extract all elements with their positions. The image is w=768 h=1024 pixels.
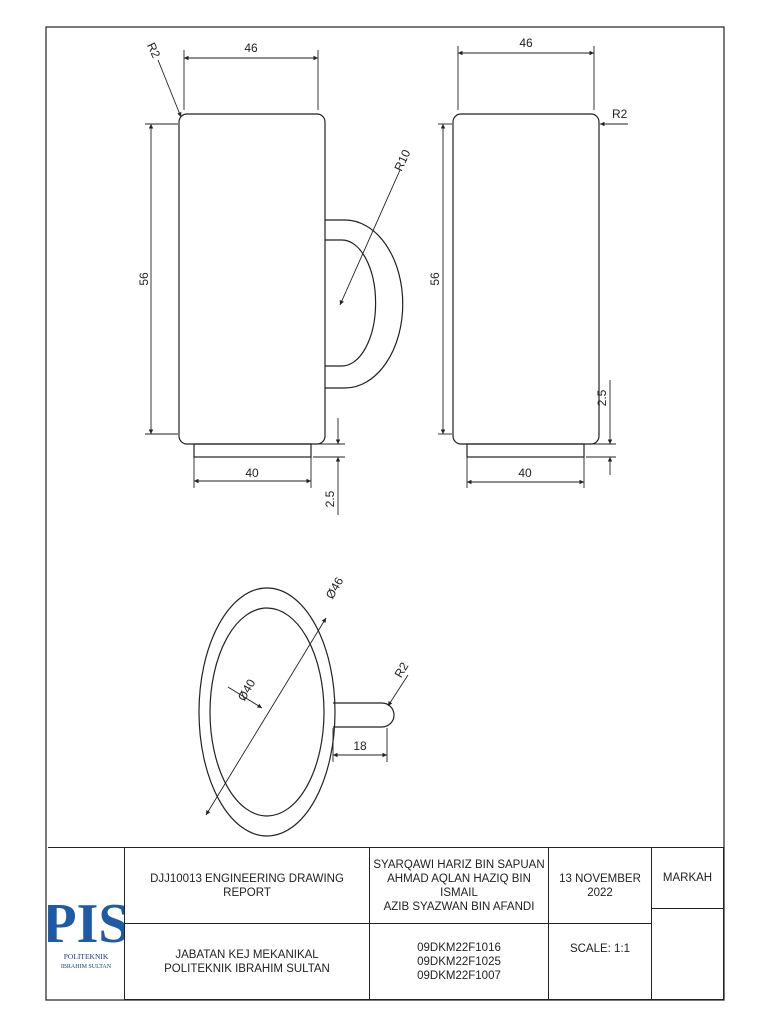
student-id-1: 09DKM22F1016 — [417, 941, 501, 954]
logo-sub-text-2: IBRAHIM SULTAN — [60, 964, 112, 970]
side-base-thickness-label: 2.5 — [595, 389, 609, 407]
student-name-1: SYARQAWI HARIZ BIN SAPUAN — [373, 858, 545, 871]
student-name-3: AZIB SYAZWAN BIN AFANDI — [383, 900, 535, 913]
front-handle-outer — [325, 220, 403, 388]
front-base — [194, 444, 311, 457]
course-cell — [124, 847, 370, 924]
student-id-3: 09DKM22F1007 — [417, 969, 501, 982]
marks-header-cell — [651, 847, 724, 909]
date-cell — [548, 847, 652, 924]
front-view — [179, 114, 403, 457]
side-view — [453, 114, 599, 457]
side-top-width-label: 46 — [519, 36, 533, 50]
front-handle-inner — [325, 240, 376, 366]
front-handle-radius-label: R10 — [391, 147, 414, 174]
front-corner-leader — [158, 60, 181, 117]
top-handle-radius-leader — [388, 675, 408, 706]
top-inner-circle — [210, 608, 324, 816]
front-base-width-label: 40 — [245, 466, 259, 480]
side-corner-radius-label: R2 — [612, 107, 628, 121]
scale-cell — [548, 923, 652, 1000]
side-base-width-label: 40 — [518, 466, 532, 480]
side-body — [453, 114, 599, 444]
department-name: JABATAN KEJ MEKANIKAL — [175, 948, 319, 961]
institution-logo — [48, 847, 125, 1000]
student-id-2: 09DKM22F1025 — [417, 955, 501, 968]
course-title: DJJ10013 ENGINEERING DRAWING REPORT — [150, 872, 344, 899]
top-handle-length-label: 18 — [353, 739, 367, 753]
top-view — [199, 588, 394, 836]
logo-main-text: PIS — [48, 893, 124, 955]
front-dimensions — [145, 50, 400, 515]
top-handle-radius-label: R2 — [391, 659, 412, 681]
marks-label: MARKAH — [662, 872, 713, 884]
front-handle-leader — [340, 170, 400, 305]
front-corner-radius-label: R2 — [144, 40, 164, 61]
scale-label: SCALE: 1:1 — [569, 943, 631, 955]
top-outer-circle — [199, 588, 335, 836]
side-height-label: 56 — [428, 272, 442, 286]
top-handle — [333, 703, 394, 727]
front-body — [179, 114, 325, 444]
student-name-2: AHMAD AQLAN HAZIQ BIN ISMAIL — [387, 872, 531, 899]
top-inner-diameter-label: Ø40 — [234, 676, 259, 704]
date-line-2: 2022 — [587, 886, 613, 899]
department-cell — [124, 923, 370, 1000]
pis-logo-icon — [48, 847, 124, 1000]
logo-sub-text-1: POLITEKNIK — [63, 952, 109, 961]
institution-name: POLITEKNIK IBRAHIM SULTAN — [164, 962, 330, 975]
date-line-1: 13 NOVEMBER — [559, 872, 641, 885]
student-ids-cell — [369, 923, 549, 1000]
front-height-label: 56 — [137, 272, 151, 286]
side-base — [467, 444, 584, 457]
marks-value-cell[interactable] — [651, 908, 724, 1000]
front-top-width-label: 46 — [244, 41, 258, 55]
students-cell — [369, 847, 549, 924]
front-base-thickness-label: 2.5 — [323, 490, 337, 508]
top-outer-diameter-label: Ø46 — [322, 574, 347, 602]
